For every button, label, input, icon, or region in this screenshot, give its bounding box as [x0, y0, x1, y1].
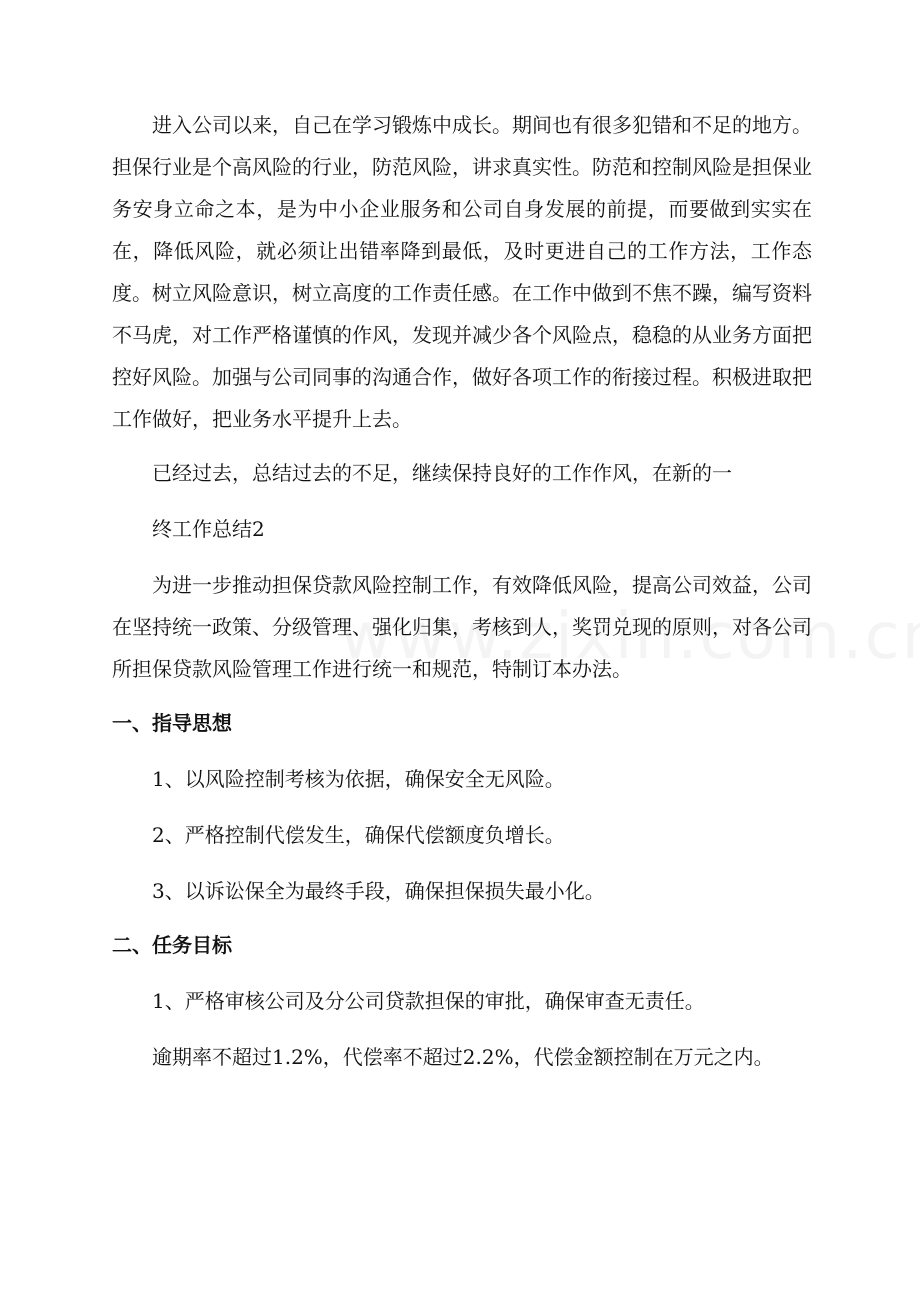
paragraph-purpose: 为进一步推动担保贷款风险控制工作，有效降低风险，提高公司效益，公司在坚持统一政策、分级管理、强化归集，考核到人，奖罚兑现的原则，对各公司所担保贷款风险管理工作进行统一和规范，特制订本办法。	[112, 573, 812, 681]
guide-item-2: 2、严格控制代偿发生，确保代偿额度负增长。	[152, 823, 565, 847]
paragraph-title2: 终工作总结2	[152, 517, 265, 541]
task-item-2: 逾期率不超过1.2%，代偿率不超过2.2%，代偿金额控制在万元之内。	[152, 1045, 774, 1069]
section-heading-guide: 一、指导思想	[112, 711, 232, 735]
task-item-1: 1、严格审核公司及分公司贷款担保的审批，确保审查无责任。	[152, 989, 705, 1013]
document-body	[112, 104, 812, 1092]
section-heading-task: 二、任务目标	[112, 933, 232, 957]
paragraph-intro: 进入公司以来，自己在学习锻炼中成长。期间也有很多犯错和不足的地方。担保行业是个高风险的行业，防范风险，讲求真实性。防范和控制风险是担保业务安身立命之本，是为中小企业服务和公司自身发展的前提，而要做到实实在在，降低风险，就必须让出错率降到最低，及时更进自己的工作方法，工作态度。树立风险意识，树立高度的工作责任感。在工作中做到不焦不躁，编写资料不马虎，对工作严格谨慎的作风，发现并减少各个风险点，稳稳的从业务方面把控好风险。加强与公司同事的沟通合作，做好各项工作的衔接过程。积极进取把工作做好，把业务水平提升上去。	[112, 113, 812, 431]
guide-item-1: 1、以风险控制考核为依据，确保安全无风险。	[152, 767, 565, 791]
paragraph-summary: 已经过去，总结过去的不足，继续保持良好的工作作风，在新的一	[152, 461, 732, 485]
guide-item-3: 3、以诉讼保全为最终手段，确保担保损失最小化。	[152, 879, 605, 903]
